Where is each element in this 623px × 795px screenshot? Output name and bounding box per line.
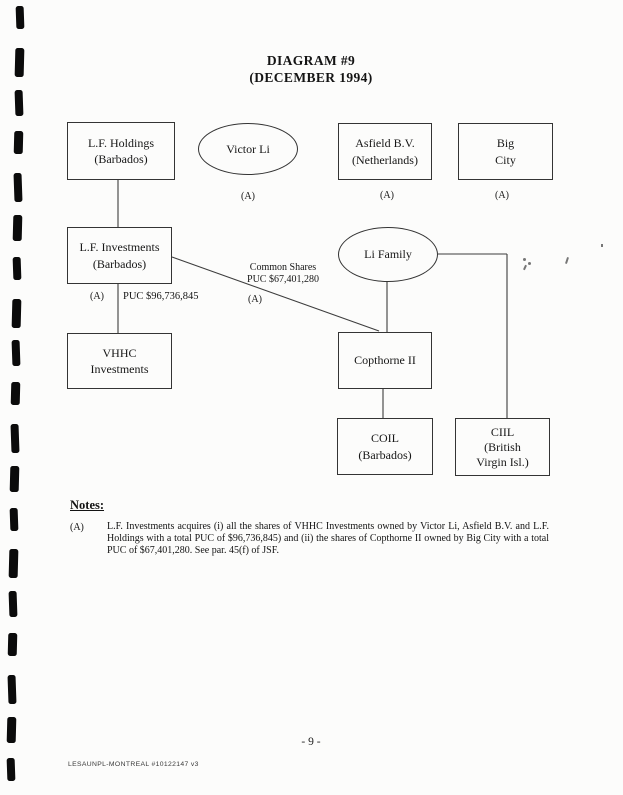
binding-hole (10, 466, 20, 492)
mark-a-lf-investments: (A) (90, 291, 104, 302)
binding-hole (6, 758, 15, 781)
binding-hole (9, 549, 19, 578)
label-common-shares-line1: Common Shares (249, 262, 317, 273)
binding-hole (10, 424, 19, 453)
label-common-shares-line2: PUC $67,401,280 (247, 273, 319, 285)
node-vhhc-investments (67, 333, 172, 389)
node-label: (Barbados) (94, 152, 148, 166)
binding-hole (14, 131, 24, 154)
node-label: (Barbados) (92, 256, 147, 271)
mark-a-common-shares: (A) (248, 294, 262, 305)
binding-hole (11, 382, 21, 405)
node-victor-li (198, 123, 298, 175)
node-asfield-bv (338, 123, 432, 180)
node-copthorne-ii (338, 332, 432, 389)
diagram-title-line1: DIAGRAM #9 (266, 53, 356, 68)
scan-artifact (523, 258, 526, 261)
node-lf-investments (67, 227, 172, 284)
label-common-shares (233, 262, 333, 285)
node-li-family (338, 227, 438, 282)
label-puc-96736845: PUC $96,736,845 (123, 291, 199, 302)
diagram-title (161, 53, 461, 86)
binding-hole (8, 633, 18, 656)
node-label: VHHC (102, 345, 137, 360)
node-label: Asfield B.V. (355, 136, 415, 150)
node-big-city (458, 123, 553, 180)
binding-hole (7, 716, 17, 742)
node-label: L.F. Holdings (87, 135, 155, 150)
node-label: Investments (90, 362, 149, 376)
node-label: Big (496, 136, 515, 150)
binding-hole (8, 591, 17, 617)
scan-artifact (601, 244, 603, 247)
binding-hole (12, 257, 21, 280)
node-label: (Barbados) (358, 447, 412, 462)
document-reference: LESAUNPL-MONTREAL #10122147 v3 (68, 761, 199, 768)
binding-hole (14, 89, 23, 115)
binding-hole (15, 48, 25, 77)
mark-a-asfield: (A) (380, 190, 394, 201)
binding-hole (12, 298, 22, 327)
mark-a-big-city: (A) (495, 190, 509, 201)
node-label: Li Family (364, 247, 412, 262)
binding-hole (13, 173, 22, 202)
diagram-title-line2: (DECEMBER 1994) (249, 69, 373, 85)
node-label: Victor Li (226, 141, 270, 156)
notes-heading: Notes: (70, 498, 105, 512)
binding-hole (13, 215, 23, 241)
node-label: L.F. Investments (79, 240, 160, 254)
binding-hole (9, 507, 18, 530)
node-label: Virgin Isl.) (476, 454, 529, 469)
node-label: (British (484, 439, 521, 454)
node-label: (Netherlands) (352, 152, 418, 167)
node-label: City (495, 152, 516, 167)
binding-hole (11, 340, 20, 366)
node-ciil (455, 418, 550, 476)
note-a-text: L.F. Investments acquires (i) all the shares of VHHC Investments owned by Victor Li, Asfield B.V. and L.F. Holdings with a total PUC of $96,736,845) and (ii) the shares of Copthorne II owned by Big City with a total PUC of $67,401,280. See par. 45(f) of JSF. (107, 521, 549, 556)
binding-hole (15, 6, 24, 29)
note-a-marker: (A) (70, 522, 84, 533)
node-lf-holdings (67, 122, 175, 180)
node-label: CIIL (490, 424, 515, 439)
page-number: - 9 - (301, 736, 321, 748)
node-label: Copthorne II (354, 353, 416, 368)
node-label: COIL (371, 431, 399, 445)
scan-artifact (528, 262, 531, 265)
node-coil (337, 418, 433, 475)
mark-a-victor-li: (A) (241, 191, 255, 202)
binding-hole (7, 675, 16, 704)
